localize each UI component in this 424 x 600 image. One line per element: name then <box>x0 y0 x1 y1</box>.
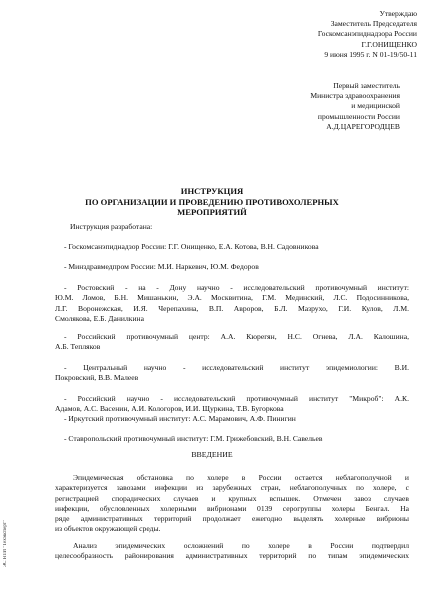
developer-line: - Центральный научно - исследовательский институт эпидемиологии: В.И. <box>64 363 409 372</box>
paragraph-line: из объектов окружающей среды. <box>55 524 161 534</box>
title-line: ПО ОРГАНИЗАЦИИ И ПРОВЕДЕНИЮ ПРОТИВОХОЛЕРНЫХ <box>85 196 339 207</box>
approval-line: Заместитель Председателя <box>330 19 417 29</box>
approval-line: Госкомсанэпиднадзора России <box>317 29 417 39</box>
paragraph-line: инфекции, обусловленных холерными вибрионами 0139 серогруппы холеры Бенгал. На <box>55 503 409 513</box>
developer-line: - Ростовский - на - Дону научно - исследовательский противочумный институт: <box>64 283 409 292</box>
intro-text <box>70 222 370 232</box>
developer-line: - Госкомсанэпиднадзор России: Г.Г. Онищенко, Е.А. Котова, В.Н. Садовникова <box>64 242 319 251</box>
section-heading: ВВЕДЕНИЕ <box>191 450 233 459</box>
approval-block <box>282 9 417 60</box>
approval-line: и медицинской <box>351 101 400 111</box>
developer-line: А.Б. Тепляков <box>55 342 101 352</box>
developer-line: Покровский, В.В. Малеев <box>55 373 139 383</box>
approval-line: Утверждаю <box>379 9 417 18</box>
body-paragraph <box>55 541 409 562</box>
paragraph-line: Анализ эпидемических осложнений по холере в России подтвердил <box>73 541 409 550</box>
title-line: МЕРОПРИЯТИЙ <box>177 207 247 218</box>
developer-line: Адамов, А.С. Васенин, А.И. Кологоров, И.И. Щуркина, Т.В. Бугоркова <box>55 404 284 414</box>
approval-line: Первый заместитель <box>333 81 400 90</box>
document-title <box>60 186 364 218</box>
source-watermark: ЭС НТИ "Техэксперт" <box>3 520 8 568</box>
developer-line: - Российский научно - исследовательский противочумный институт "Микроб": А.К. <box>64 394 409 403</box>
developer-line: - Иркутский противочумный институт: А.С. Марамович, А.Ф. Пинигин <box>64 414 296 423</box>
developer-item <box>55 242 409 252</box>
approval-line: А.Д.ЦАРЕГОРОДЦЕВ <box>326 121 400 131</box>
developer-item <box>55 394 409 415</box>
approval-line: Министра здравоохранения <box>310 91 400 101</box>
developer-item <box>55 434 409 444</box>
developer-line: Л.Г. Воронежская, И.Я. Черепахина, В.П. Авроров, Б.Л. Мазрухо, Г.И. Кулов, Л.М. <box>55 303 409 313</box>
approval-block-2 <box>282 81 400 132</box>
developer-item <box>55 283 409 324</box>
body-paragraph <box>55 473 409 535</box>
developer-line: Смолякова, Е.Б. Данилкина <box>55 313 144 323</box>
approval-line: Г.Г.ОНИЩЕНКО <box>361 39 417 49</box>
paragraph-line: Эпидемическая обстановка по холере в России остается неблагополучной и <box>73 473 409 482</box>
paragraph-line: целесообразность районирования административных территорий по типам эпидемических <box>55 551 409 561</box>
paragraph-line: регистрацией спорадических случаев и крупных вспышек. Отмечен завоз случаев <box>55 493 409 503</box>
developer-line: - Российский противочумный центр: А.А. Кюрегян, Н.С. Огнева, Л.А. Калошина, <box>64 332 409 341</box>
developer-line: - Ставропольский противочумный институт: Г.М. Грижебовский, В.Н. Савельев <box>64 434 323 443</box>
paragraph-line: ряде административных территорий продолжает ежегодно выделять холерные вибрионы <box>55 514 409 524</box>
developer-item <box>55 262 409 272</box>
intro-line: Инструкция разработана: <box>70 222 153 231</box>
developer-item <box>55 332 409 353</box>
developer-item <box>55 414 409 424</box>
approval-line: 9 июня 1995 г. N 01-19/50-11 <box>324 49 417 59</box>
developer-item <box>55 363 409 384</box>
developer-line: Ю.М. Ломов, Б.Н. Мишанькин, Э.А. Москвитина, Г.М. Мединский, Л.С. Подосинникова, <box>55 293 409 303</box>
paragraph-line: характеризуется завозами инфекции из зарубежных стран, неблагополучных по холере, с <box>55 483 409 493</box>
developer-line: - Минздравмедпром России: М.И. Наркевич, Ю.М. Федоров <box>64 262 259 271</box>
approval-line: промышленности России <box>317 111 400 121</box>
title-line: ИНСТРУКЦИЯ <box>180 186 244 196</box>
